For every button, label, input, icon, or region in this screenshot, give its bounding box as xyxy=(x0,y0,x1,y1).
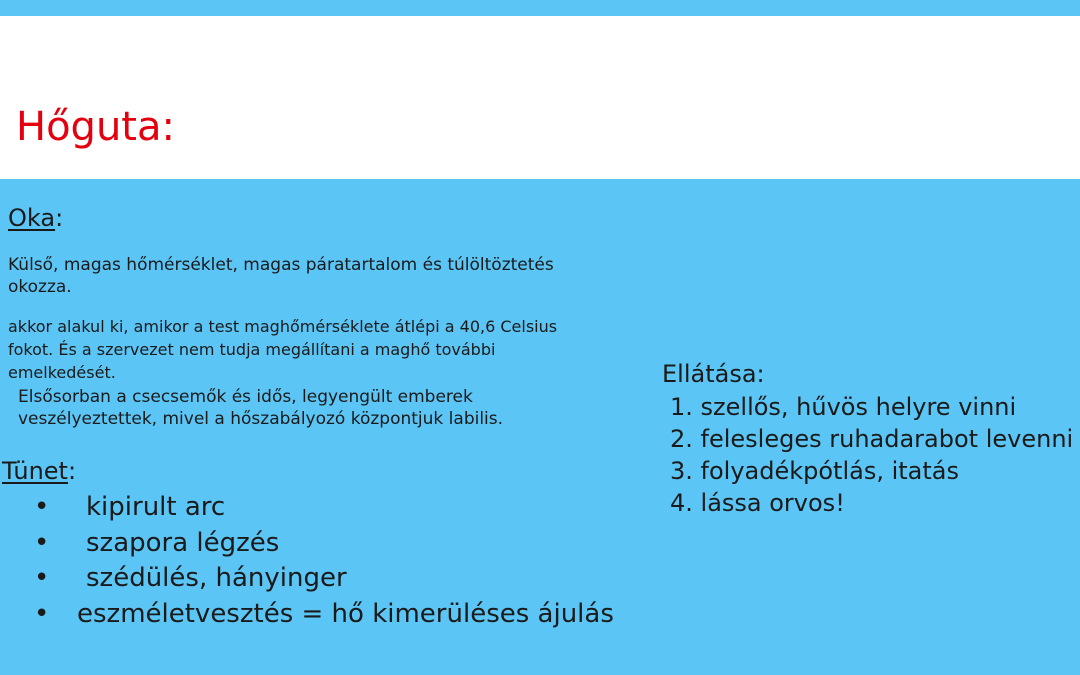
symptom-item xyxy=(34,597,614,633)
cause-paragraph-3-line-1: Elsősorban a csecsemők és idős, legyengült emberek xyxy=(18,387,473,407)
symptoms-heading xyxy=(2,457,76,485)
cause-paragraph-2-line-1: akkor alakul ki, amikor a test maghőmérséklete átlépi a 40,6 Celsius xyxy=(8,317,558,336)
bullet-icon: • xyxy=(34,492,50,522)
symptom-text: szédülés, hányinger xyxy=(86,563,347,593)
symptom-item xyxy=(34,490,614,526)
cause-paragraph-2 xyxy=(8,315,557,384)
cause-heading-colon: : xyxy=(55,204,64,232)
bullet-icon: • xyxy=(34,527,50,558)
symptom-item xyxy=(34,561,614,597)
cause-paragraph-1 xyxy=(8,254,554,298)
treatment-list xyxy=(670,391,1073,519)
top-accent-strip xyxy=(0,0,1080,16)
title-band xyxy=(0,16,1080,179)
treatment-item: 1. szellős, hűvös helyre vinni xyxy=(670,393,1017,421)
cause-paragraph-3 xyxy=(18,386,503,430)
symptom-text: eszméletvesztés = hő kimerüléses ájulás xyxy=(77,598,614,629)
cause-heading-text: Oka xyxy=(8,204,56,232)
bullet-icon: • xyxy=(34,598,50,629)
treatment-item: 2. felesleges ruhadarabot levenni xyxy=(670,425,1074,453)
cause-heading xyxy=(8,204,63,232)
symptom-text: kipirult arc xyxy=(86,492,226,522)
cause-paragraph-2-line-3: emelkedését. xyxy=(8,363,116,382)
symptom-item xyxy=(34,526,614,562)
cause-paragraph-3-line-2: veszélyeztettek, mivel a hőszabályozó központjuk labilis. xyxy=(18,409,504,429)
cause-paragraph-1-line-2: okozza. xyxy=(8,277,72,297)
bullet-icon: • xyxy=(34,563,50,593)
treatment-heading: Ellátása: xyxy=(662,360,765,388)
treatment-item: 4. lássa orvos! xyxy=(670,489,845,517)
treatment-item: 3. folyadékpótlás, itatás xyxy=(670,457,960,485)
symptoms-heading-text: Tünet xyxy=(2,457,68,485)
symptoms-heading-colon: : xyxy=(67,457,77,485)
cause-paragraph-1-line-1: Külső, magas hőmérséklet, magas páratartalom és túlöltöztetés xyxy=(8,255,554,275)
symptom-text: szapora légzés xyxy=(86,527,280,558)
slide-title: Hőguta: xyxy=(16,104,175,150)
cause-paragraph-2-line-2: fokot. És a szervezet nem tudja megállítani a maghő további xyxy=(8,340,496,359)
symptoms-list xyxy=(34,490,614,632)
